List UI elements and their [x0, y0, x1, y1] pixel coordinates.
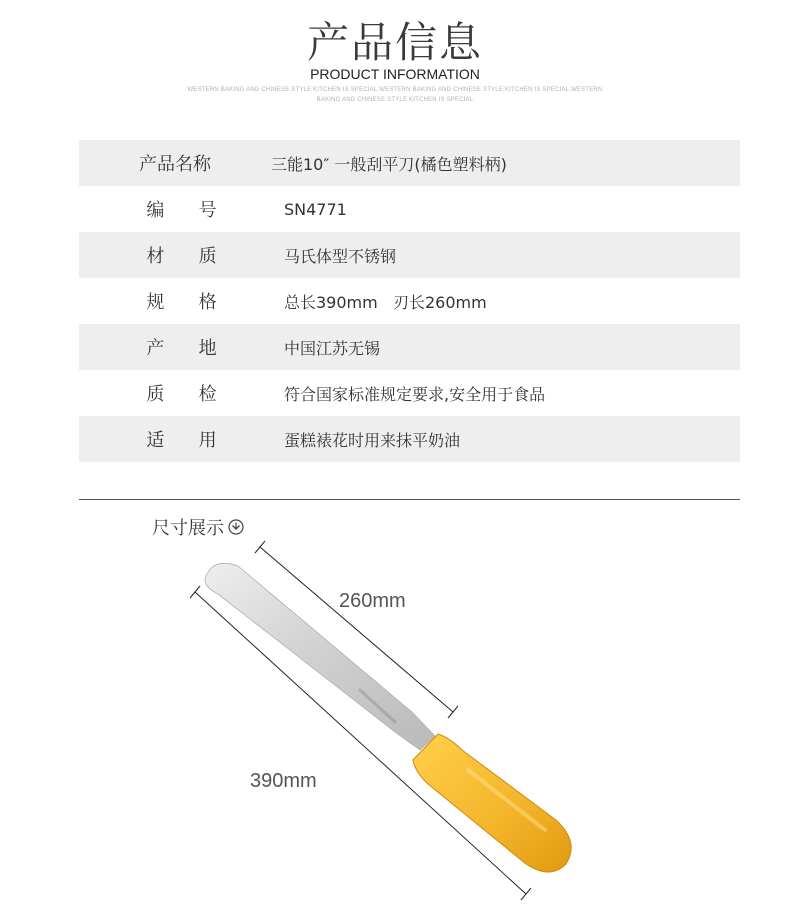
page-subtitle: PRODUCT INFORMATION [310, 66, 480, 82]
info-label: 材 质 [146, 246, 217, 267]
info-value: 符合国家标准规定要求,安全用于食品 [284, 384, 546, 404]
info-label: 编 号 [146, 200, 217, 221]
size-heading-text: 尺寸展示 [152, 518, 224, 539]
info-label: 规 格 [146, 292, 217, 313]
info-value: 三能10″ 一般刮平刀(橘色塑料柄) [271, 154, 507, 174]
info-label: 产 地 [146, 338, 217, 359]
page-title: 产品信息 [306, 18, 483, 67]
info-label: 适 用 [146, 430, 217, 451]
decorative-subline: BAKING AND CHINESE STYLE KITCHEN IS SPECIAL [316, 97, 474, 103]
decorative-subline: WESTERN BAKING AND CHINESE STYLE KITCHEN IS SPECIAL,WESTERN BAKING AND CHINESE STYLE KITCHEN IS SPECIAL,WESTERN [187, 87, 603, 93]
info-label: 质 检 [146, 384, 217, 405]
info-label: 产品名称 [139, 154, 211, 175]
knife-handle [413, 734, 571, 872]
info-value: 蛋糕裱花时用来抹平奶油 [284, 430, 461, 450]
info-value: 马氏体型不锈钢 [284, 246, 397, 266]
info-value: SN4771 [284, 199, 347, 219]
info-value: 中国江苏无锡 [284, 338, 381, 358]
total-length-label: 390mm [250, 770, 317, 792]
info-value: 总长390mm 刃长260mm [284, 292, 487, 312]
blade-length-label: 260mm [339, 590, 406, 612]
